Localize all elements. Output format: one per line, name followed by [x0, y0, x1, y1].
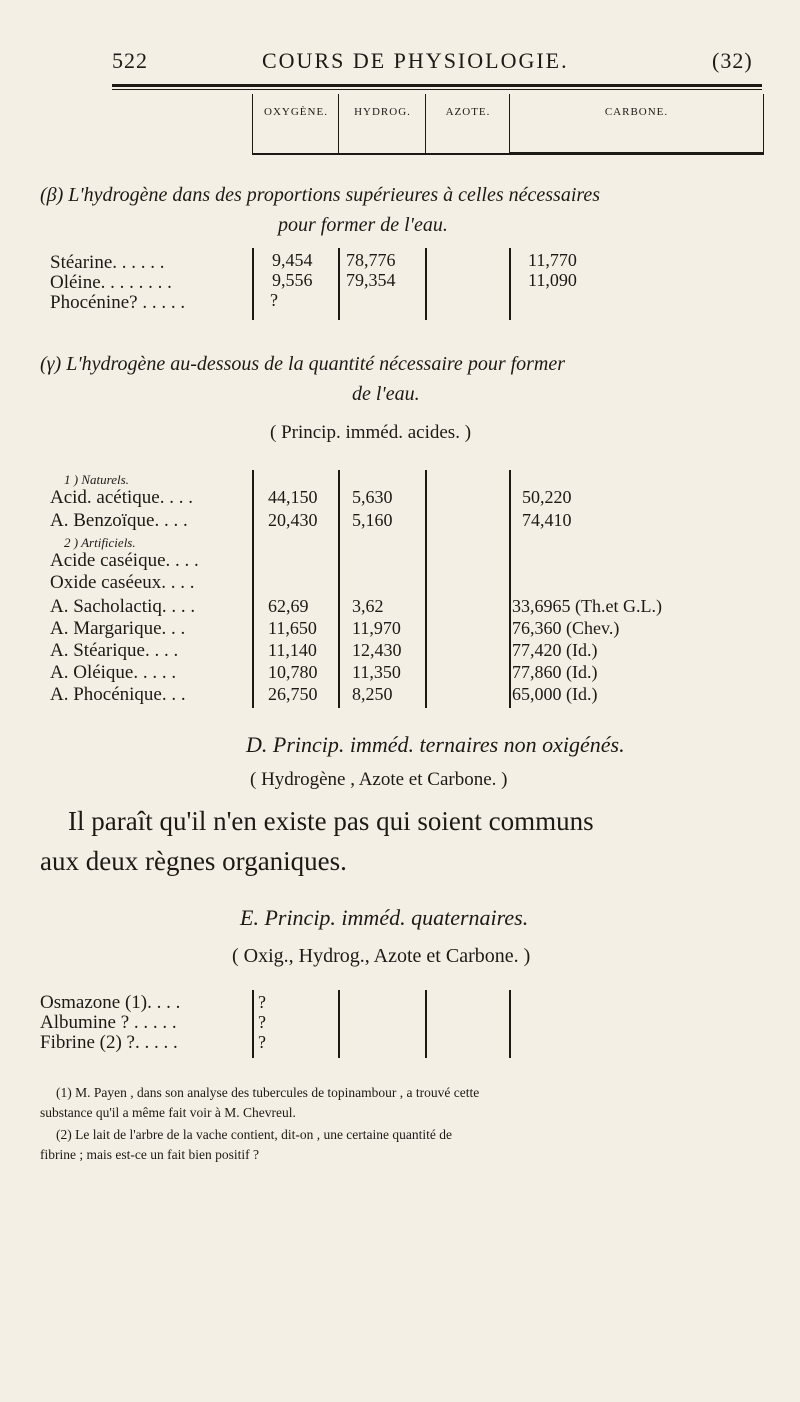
column-header-rule-thick — [509, 152, 764, 155]
gamma-hydrog-value: 44,150 — [268, 487, 318, 507]
table-row-label: Acide caséique. . . . — [50, 550, 199, 571]
table-row-label: A. Benzoïque. . . . — [50, 510, 188, 531]
gamma-heading: (γ) L'hydrogène au-dessous de la quantité nécessaire pour former — [40, 353, 566, 375]
table-row-label: A. Margarique. . . — [50, 618, 186, 639]
column-rule — [425, 248, 427, 320]
footnote-2: (2) Le lait de l'arbre de la vache contient, dit-on , une certaine quantité de — [56, 1127, 453, 1142]
section-number: (32) — [712, 48, 753, 73]
group-label-artificiels: 2 ) Artificiels. — [64, 535, 136, 550]
gamma-carbone-value: 76,360 (Chev.) — [512, 618, 620, 638]
gamma-hydrog-value: 11,650 — [268, 618, 317, 638]
header-rule-thin — [112, 89, 762, 90]
gamma-subheading: ( Princip. imméd. acides. ) — [270, 422, 472, 443]
column-header-hydrog: HYDROG. — [338, 94, 426, 154]
table-row-label: A. Sacholactiq. . . . — [50, 596, 196, 617]
beta-azote-value: 79,354 — [346, 270, 396, 290]
column-header-carbone: CARBONE. — [509, 94, 764, 154]
column-rule — [509, 470, 511, 708]
header-rule — [112, 84, 762, 87]
column-header-oxygene: OXYGÈNE. — [252, 94, 339, 154]
gamma-carbone-value: 74,410 — [522, 510, 572, 530]
beta-heading-continued: pour former de l'eau. — [278, 214, 448, 236]
section-e-value: ? — [258, 1032, 266, 1052]
column-rule — [338, 990, 340, 1058]
beta-carbone-value: 11,090 — [528, 270, 577, 290]
beta-carbone-value: 11,770 — [528, 250, 577, 270]
table-row-label: A. Stéarique. . . . — [50, 640, 179, 661]
table-row-label: Oxide caséeux. . . . — [50, 572, 195, 593]
page-number: 522 — [112, 48, 148, 73]
section-d-subtitle: ( Hydrogène , Azote et Carbone. ) — [250, 769, 508, 790]
gamma-hydrog-value: 10,780 — [268, 662, 318, 682]
footnote-2-continued: fibrine ; mais est-ce un fait bien positif ? — [40, 1147, 259, 1162]
gamma-hydrog-value: 26,750 — [268, 684, 318, 704]
section-e-title: E. Princip. imméd. quaternaires. — [240, 905, 529, 930]
beta-hydrog-value: 9,454 — [272, 250, 313, 270]
gamma-azote-value: 12,430 — [352, 640, 402, 660]
section-d-title: D. Princip. imméd. ternaires non oxigénés. — [246, 732, 625, 757]
gamma-azote-value: 11,350 — [352, 662, 401, 682]
beta-azote-value: 78,776 — [346, 250, 396, 270]
section-d-text-continued: aux deux règnes organiques. — [40, 846, 347, 876]
table-row-label: Osmazone (1). . . . — [40, 992, 181, 1013]
footnote-1-continued: substance qu'il a même fait voir à M. Chevreul. — [40, 1105, 296, 1120]
table-row-label: Albumine ? . . . . . — [40, 1012, 177, 1033]
column-rule — [252, 470, 254, 708]
table-row-label: A. Phocénique. . . — [50, 684, 186, 705]
section-e-subtitle: ( Oxig., Hydrog., Azote et Carbone. ) — [232, 945, 531, 967]
gamma-hydrog-value: 11,140 — [268, 640, 317, 660]
gamma-carbone-value: 65,000 (Id.) — [512, 684, 598, 704]
column-rule — [509, 990, 511, 1058]
column-rule — [425, 470, 427, 708]
gamma-azote-value: 5,160 — [352, 510, 393, 530]
column-rule — [338, 470, 340, 708]
table-row-label: Stéarine. . . . . . — [50, 252, 165, 273]
group-label-naturels: 1 ) Naturels. — [64, 472, 129, 487]
table-row-label: Acid. acétique. . . . — [50, 487, 193, 508]
section-e-value: ? — [258, 992, 266, 1012]
gamma-carbone-value: 33,6965 (Th.et G.L.) — [512, 596, 662, 616]
running-title: COURS DE PHYSIOLOGIE. — [262, 48, 569, 73]
gamma-carbone-value: 50,220 — [522, 487, 572, 507]
column-rule — [425, 990, 427, 1058]
table-row-label: Phocénine? . . . . . — [50, 292, 186, 313]
gamma-carbone-value: 77,420 (Id.) — [512, 640, 598, 660]
gamma-hydrog-value: 20,430 — [268, 510, 318, 530]
column-rule — [509, 248, 511, 320]
table-row-label: A. Oléique. . . . . — [50, 662, 177, 683]
table-row-label: Fibrine (2) ?. . . . . — [40, 1032, 178, 1053]
section-e-value: ? — [258, 1012, 266, 1032]
gamma-azote-value: 8,250 — [352, 684, 393, 704]
gamma-carbone-value: 77,860 (Id.) — [512, 662, 598, 682]
gamma-azote-value: 3,62 — [352, 596, 384, 616]
column-rule — [252, 990, 254, 1058]
gamma-heading-continued: de l'eau. — [352, 383, 420, 405]
gamma-hydrog-value: 62,69 — [268, 596, 309, 616]
gamma-azote-value: 11,970 — [352, 618, 401, 638]
table-row-label: Oléine. . . . . . . . — [50, 272, 172, 293]
column-rule — [338, 248, 340, 320]
column-header-azote: AZOTE. — [425, 94, 510, 154]
footnote-1: (1) M. Payen , dans son analyse des tubercules de topinambour , a trouvé cette — [56, 1085, 480, 1100]
gamma-azote-value: 5,630 — [352, 487, 393, 507]
beta-heading: (β) L'hydrogène dans des proportions supérieures à celles nécessaires — [40, 184, 601, 206]
section-d-text: Il paraît qu'il n'en existe pas qui soient communs — [68, 806, 594, 836]
column-rule — [252, 248, 254, 320]
beta-hydrog-value: 9,556 — [272, 270, 313, 290]
beta-hydrog-value: ? — [270, 290, 278, 310]
